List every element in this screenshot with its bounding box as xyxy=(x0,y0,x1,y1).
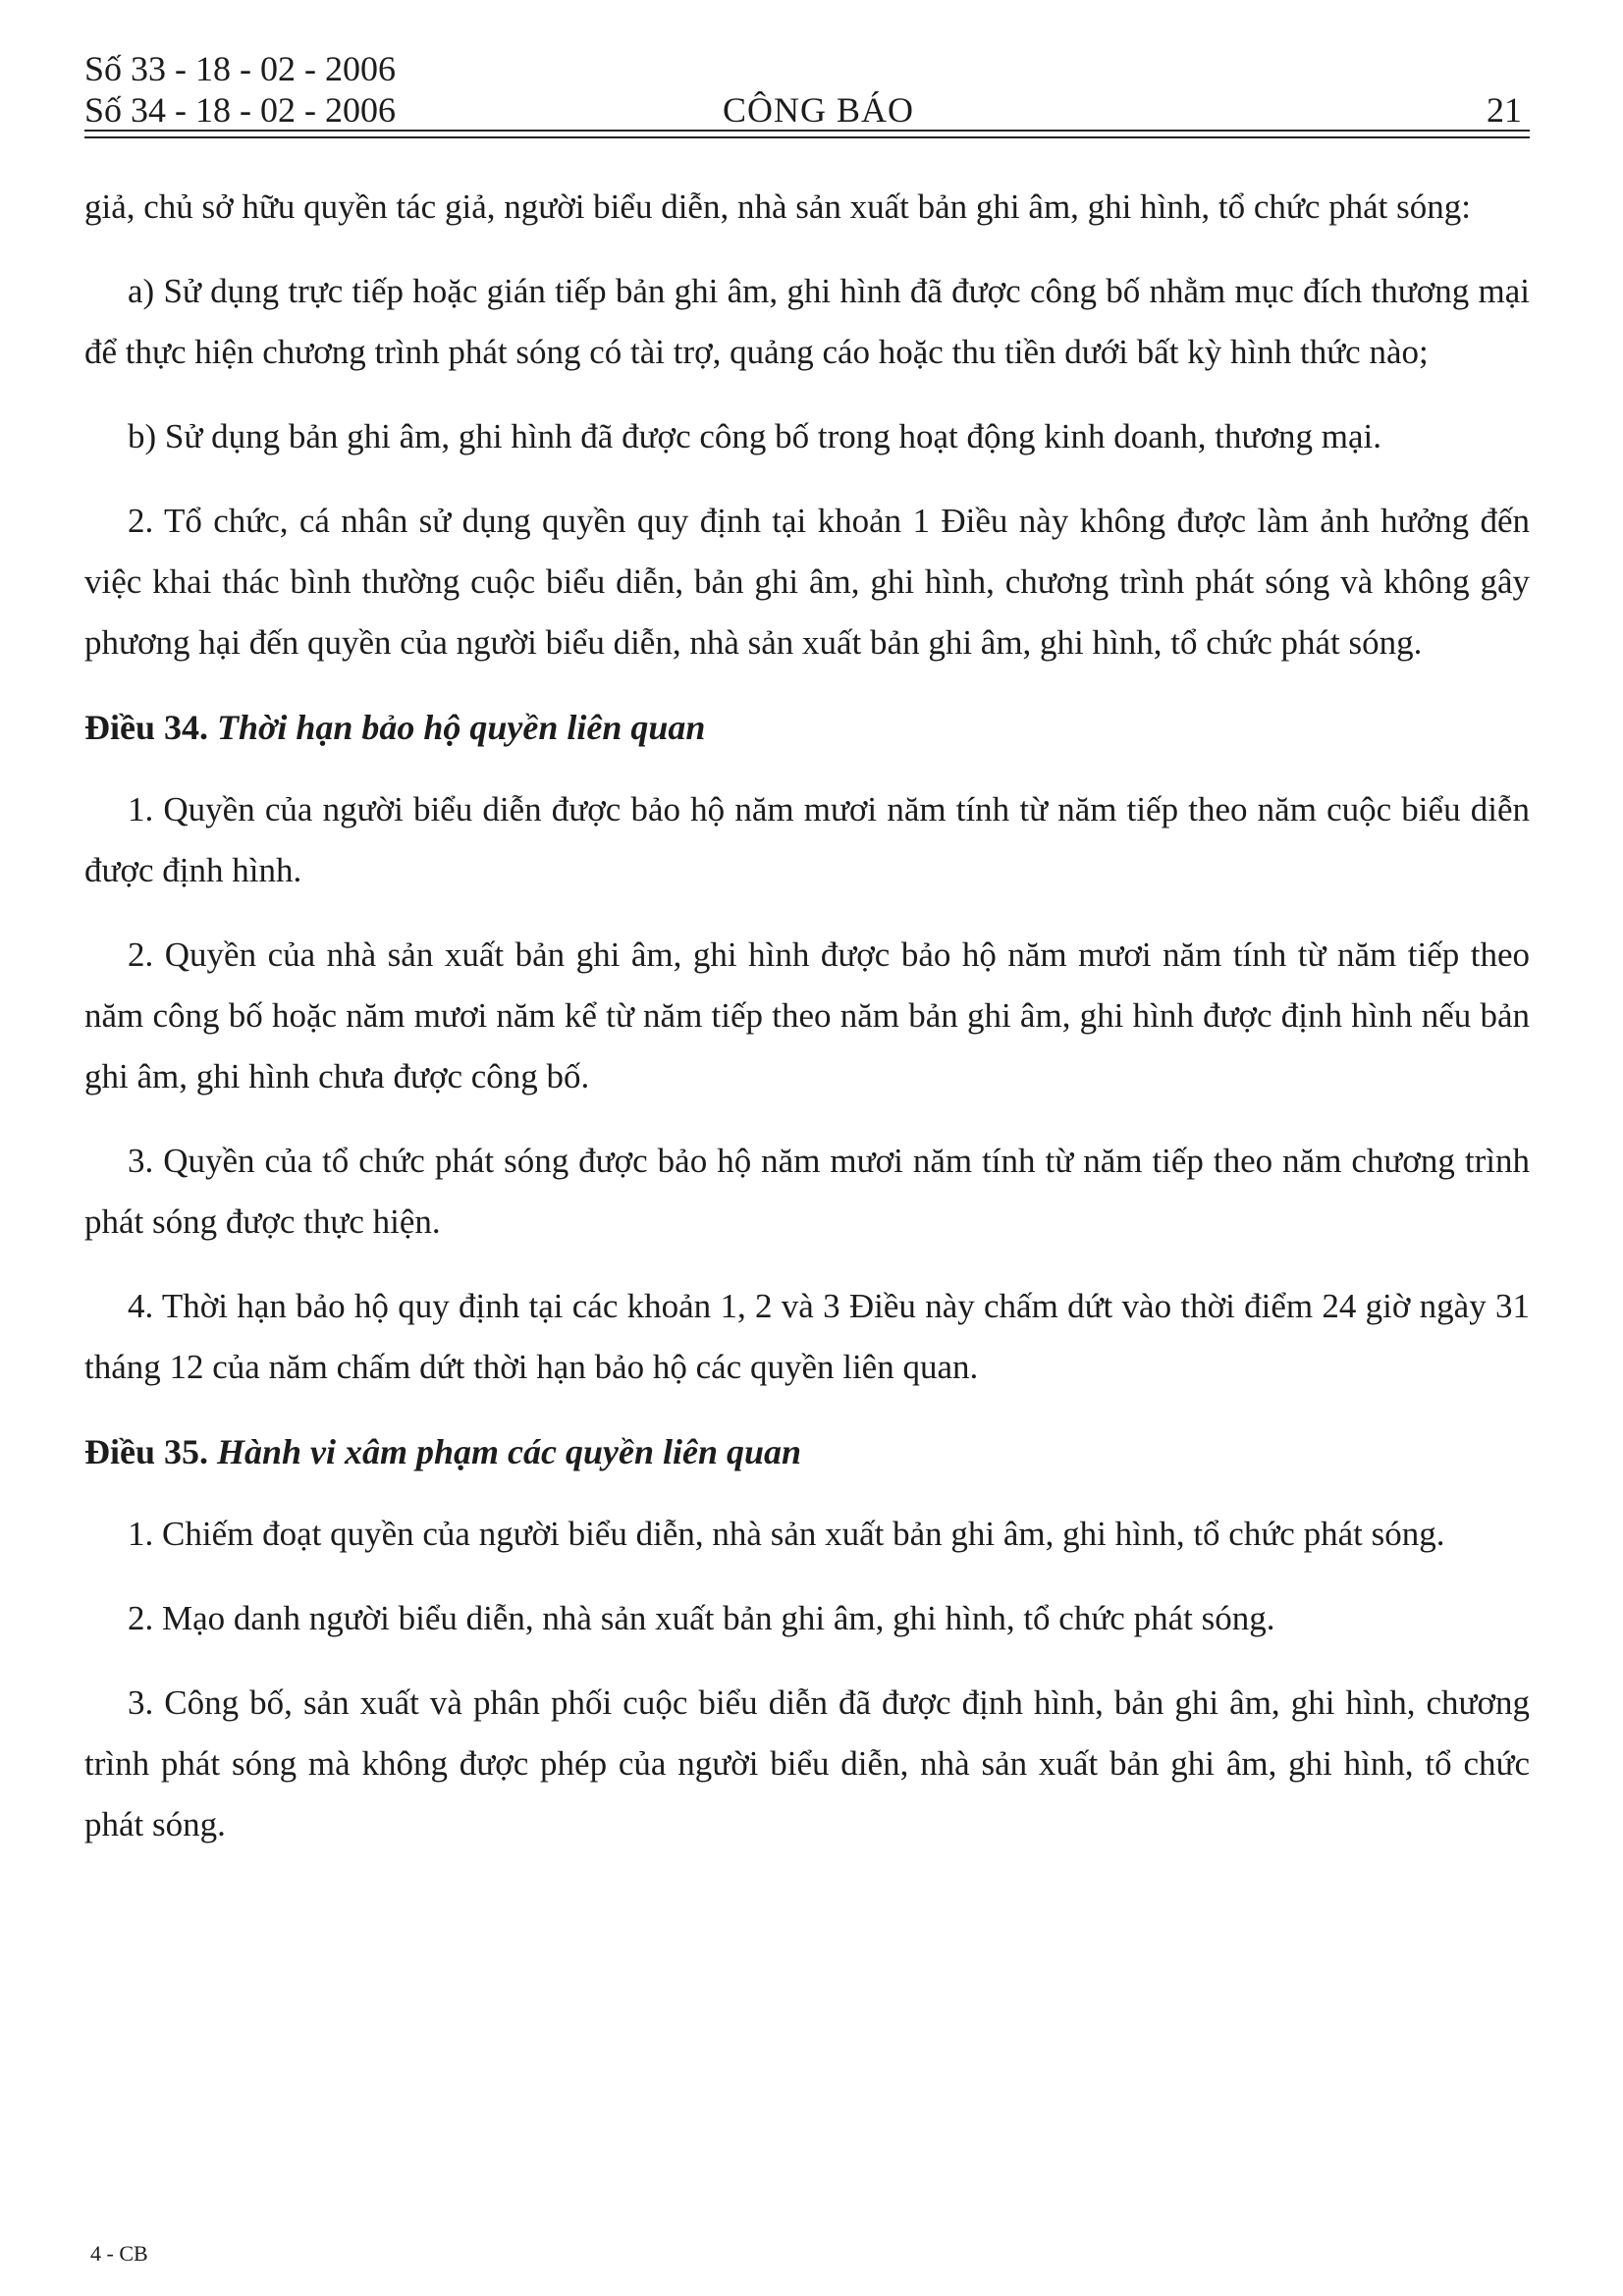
article-35-number: Điều 35. xyxy=(84,1432,208,1471)
article-35-clause-3: 3. Công bố, sản xuất và phân phối cuộc biểu diễn đã được định hình, bản ghi âm, ghi hình, chương trình phát sóng mà không được phép của người biểu diễn, nhà sản xuất bản ghi âm, ghi hình, tổ chức phát sóng. xyxy=(84,1683,1530,1843)
clause-2-paragraph: 2. Tổ chức, cá nhân sử dụng quyền quy định tại khoản 1 Điều này không được làm ảnh hưởng đến việc khai thác bình thường cuộc biểu diễn, bản ghi âm, ghi hình, chương trình phát sóng và không gây phương hại đến quyền của người biểu diễn, nhà sản xuất bản ghi âm, ghi hình, tổ chức phát sóng. xyxy=(84,502,1530,662)
page-body xyxy=(84,177,1530,1879)
article-34-clause-2: 2. Quyền của nhà sản xuất bản ghi âm, ghi hình được bảo hộ năm mươi năm tính từ năm tiếp theo năm công bố hoặc năm mươi năm kể từ năm tiếp theo năm bản ghi âm, ghi hình được định hình nếu bản ghi âm, ghi hình chưa được công bố. xyxy=(84,935,1530,1095)
article-34-heading xyxy=(84,697,1530,758)
signature-code: 4 - CB xyxy=(90,2241,148,2266)
article-35-clause-2: 2. Mạo danh người biểu diễn, nhà sản xuất bản ghi âm, ghi hình, tổ chức phát sóng. xyxy=(128,1599,1275,1637)
page-number: 21 xyxy=(1487,90,1522,130)
article-35-title: Hành vi xâm phạm các quyền liên quan xyxy=(217,1432,802,1471)
article-34-title: Thời hạn bảo hộ quyền liên quan xyxy=(217,708,706,747)
article-34-clause-3: 3. Quyền của tổ chức phát sóng được bảo hộ năm mươi năm tính từ năm tiếp theo năm chương trình phát sóng được thực hiện. xyxy=(84,1142,1530,1241)
issue-number-33: Số 33 - 18 - 02 - 2006 xyxy=(84,49,396,88)
article-35-heading xyxy=(84,1421,1530,1482)
clause-item-b: b) Sử dụng bản ghi âm, ghi hình đã được công bố trong hoạt động kinh doanh, thương mại. xyxy=(128,417,1381,455)
continuation-paragraph: giả, chủ sở hữu quyền tác giả, người biểu diễn, nhà sản xuất bản ghi âm, ghi hình, tổ chức phát sóng: xyxy=(84,187,1471,226)
article-35-clause-1: 1. Chiếm đoạt quyền của người biểu diễn, nhà sản xuất bản ghi âm, ghi hình, tổ chức phát sóng. xyxy=(128,1515,1445,1553)
issue-number-34: Số 34 - 18 - 02 - 2006 xyxy=(84,90,396,130)
article-34-clause-1: 1. Quyền của người biểu diễn được bảo hộ năm mươi năm tính từ năm tiếp theo năm cuộc biểu diễn được định hình. xyxy=(84,790,1530,889)
header-rule-bottom xyxy=(84,136,1530,138)
header-rule-top xyxy=(84,130,1530,132)
gazette-title: CÔNG BÁO xyxy=(723,90,915,130)
article-34-number: Điều 34. xyxy=(84,708,208,747)
clause-item-a: a) Sử dụng trực tiếp hoặc gián tiếp bản ghi âm, ghi hình đã được công bố nhằm mục đích thương mại để thực hiện chương trình phát sóng có tài trợ, quảng cáo hoặc thu tiền dưới bất kỳ hình thức nào; xyxy=(84,272,1530,371)
article-34-clause-4: 4. Thời hạn bảo hộ quy định tại các khoản 1, 2 và 3 Điều này chấm dứt vào thời điểm 24 giờ ngày 31 tháng 12 của năm chấm dứt thời hạn bảo hộ các quyền liên quan. xyxy=(84,1287,1530,1386)
page-header xyxy=(84,43,1530,141)
